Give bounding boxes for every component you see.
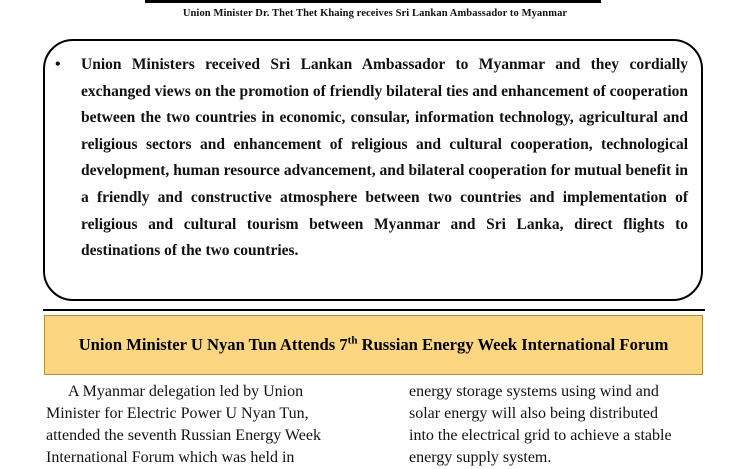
article-column-right	[409, 381, 701, 469]
headline-superscript: th	[347, 334, 358, 347]
photo-bottom-edge	[145, 0, 601, 3]
article-line: International Forum which was held in	[46, 449, 295, 466]
article-line: solar energy will also being distributed	[409, 405, 658, 422]
article-column-left	[46, 381, 362, 469]
article-headline-banner	[44, 315, 703, 375]
article-line: Minister for Electric Power U Nyan Tun,	[46, 405, 309, 422]
article-line: energy supply system.	[409, 449, 552, 466]
bullet-icon: •	[55, 56, 61, 73]
photo-caption: Union Minister Dr. Thet Thet Khaing receives Sri Lankan Ambassador to Myanmar	[182, 8, 568, 19]
article-line: A Myanmar delegation led by Union	[68, 383, 304, 400]
article-headline	[79, 335, 669, 355]
highlight-bullet-text: Union Ministers received Sri Lankan Ambassador to Myanmar and they cordially exchanged views on the promotion of friendly bilateral ties and enhancement of cooperation between the two countries in economic, consular, information technology, agricultural and religious sectors and enhancement of religious and cultural cooperation, technological development, human resource advancement, and bilateral cooperation for mutual benefit in a friendly and constructive atmosphere between two countries and implementation of religious and cultural tourism between Myanmar and Sri Lanka, direct flights to destinations of the two countries.	[81, 56, 688, 260]
article-line: attended the seventh Russian Energy Week	[46, 427, 321, 444]
article-line: energy storage systems using wind and	[409, 383, 659, 400]
article-line: into the electrical grid to achieve a stable	[409, 427, 672, 444]
section-divider	[43, 309, 705, 311]
headline-prefix: Union Minister U Nyan Tun Attends 7	[78, 335, 348, 354]
headline-suffix: Russian Energy Week International Forum	[357, 335, 669, 354]
